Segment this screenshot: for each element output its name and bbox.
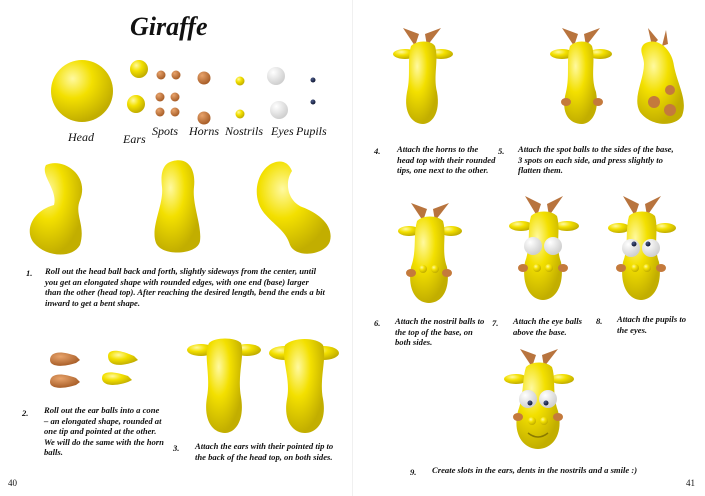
ear xyxy=(654,223,676,233)
step6-illustration xyxy=(395,195,465,310)
ear-ball xyxy=(130,60,148,78)
spot-ball xyxy=(171,108,180,117)
step-number: 1. xyxy=(26,268,33,278)
pupil xyxy=(544,401,549,406)
step7-illustration xyxy=(505,190,585,305)
step-number: 4. xyxy=(374,146,381,156)
spot xyxy=(442,269,452,277)
head-ball xyxy=(51,60,113,122)
head-front xyxy=(206,339,242,434)
straight-shape xyxy=(154,160,200,252)
step-text: Attach the horns to the head top with their rounded tips, one next to the other. xyxy=(397,144,496,175)
step-text: Attach the ears with their pointed tip to the back of the head top, on both sides. xyxy=(195,441,334,462)
horn xyxy=(662,30,668,46)
nostril xyxy=(533,264,541,272)
spot-ball xyxy=(172,71,181,80)
spot xyxy=(518,264,528,272)
spot xyxy=(665,85,675,95)
eye xyxy=(622,239,640,257)
step-text: Roll out the ear balls into a cone – an elongated shape, rounded at one tip and pointed at the other. We will do the same with the horn balls. xyxy=(44,405,164,457)
step-text: Attach the spot balls to the sides of the base, 3 spots on each side, and press slightly to flatten them. xyxy=(518,144,674,175)
ear xyxy=(555,221,579,231)
step4-illustration xyxy=(385,20,465,130)
head xyxy=(564,42,597,125)
eye-ball xyxy=(267,67,285,85)
step-number: 6. xyxy=(374,318,381,328)
head-back xyxy=(284,339,324,433)
eye xyxy=(524,237,542,255)
eye xyxy=(642,239,660,257)
page-title: Giraffe xyxy=(130,12,208,41)
label-horns: Horns xyxy=(189,124,220,138)
pupil xyxy=(646,242,651,247)
step-text: Attach the pupils to the eyes. xyxy=(617,314,687,335)
label-ears: Ears xyxy=(123,132,146,146)
nostril xyxy=(540,417,548,425)
horn-ball xyxy=(198,72,211,85)
page-gutter xyxy=(352,0,353,496)
step3-illustration xyxy=(185,335,345,435)
horn-ball xyxy=(198,112,211,125)
spot xyxy=(593,98,603,106)
ear-cone xyxy=(50,353,80,366)
horn-cone xyxy=(102,372,132,385)
nostril xyxy=(431,265,439,273)
spot xyxy=(561,98,571,106)
step-number: 8. xyxy=(596,316,603,326)
head xyxy=(524,212,562,301)
spot xyxy=(656,264,666,272)
spot xyxy=(558,264,568,272)
eye-ball xyxy=(270,101,288,119)
spot xyxy=(553,413,563,421)
eye xyxy=(539,390,557,408)
page-number-right: 41 xyxy=(686,478,695,488)
ear-cone xyxy=(50,375,80,388)
step9-illustration xyxy=(500,345,580,455)
step-text: Create slots in the ears, dents in the nostrils and a smile :) xyxy=(432,465,638,475)
nostril xyxy=(631,264,639,272)
page-number-left: 40 xyxy=(8,478,17,488)
spot xyxy=(616,264,626,272)
spot-ball xyxy=(156,108,165,117)
label-spots: Spots xyxy=(152,124,179,138)
spot xyxy=(406,269,416,277)
label-head: Head xyxy=(68,130,94,144)
spot xyxy=(664,104,676,116)
label-eyes: Eyes xyxy=(271,124,294,138)
step5-illustration xyxy=(540,20,700,130)
pupil xyxy=(528,401,533,406)
nostril-ball xyxy=(236,77,245,86)
horn-cone xyxy=(108,351,138,365)
ear xyxy=(608,223,630,233)
label-pupils: Pupils xyxy=(296,124,327,138)
nostril xyxy=(545,264,553,272)
pupil-ball xyxy=(311,78,316,83)
step-number: 3. xyxy=(173,443,180,453)
head-side xyxy=(637,41,684,123)
step-number: 9. xyxy=(410,467,417,477)
eye xyxy=(519,390,537,408)
spot xyxy=(513,413,523,421)
bent-shape-left xyxy=(30,163,82,254)
label-nostrils: Nostrils xyxy=(225,124,264,138)
eye xyxy=(544,237,562,255)
parts-illustration xyxy=(0,55,340,135)
spot xyxy=(648,96,660,108)
step8-illustration xyxy=(605,190,685,305)
pupil-ball xyxy=(311,100,316,105)
nostril xyxy=(643,264,651,272)
step1-illustration xyxy=(18,155,338,260)
ear-ball xyxy=(127,95,145,113)
head xyxy=(406,42,438,125)
bent-shape-right xyxy=(257,162,331,254)
step-number: 5. xyxy=(498,146,505,156)
nostril xyxy=(419,265,427,273)
step-text: Attach the nostril balls to the top of the base, on both sides. xyxy=(395,316,485,347)
spot-ball xyxy=(156,93,165,102)
head xyxy=(410,217,448,304)
step-text: Attach the eye balls above the base. xyxy=(513,316,582,337)
step-text: Roll out the head ball back and forth, slightly sideways from the center, until you get an elongated shape with rounded edges, with one end (base) larger than the other (head top). After reaching the desired length, bend the ends a bit inward to get a bent shape. xyxy=(45,266,325,308)
step2-illustration xyxy=(46,348,156,398)
pupil xyxy=(632,242,637,247)
nostril-ball xyxy=(236,110,245,119)
spot-ball xyxy=(157,71,166,80)
step-number: 7. xyxy=(492,318,499,328)
nostril xyxy=(528,417,536,425)
spot-ball xyxy=(171,93,180,102)
step-number: 2. xyxy=(22,408,29,418)
